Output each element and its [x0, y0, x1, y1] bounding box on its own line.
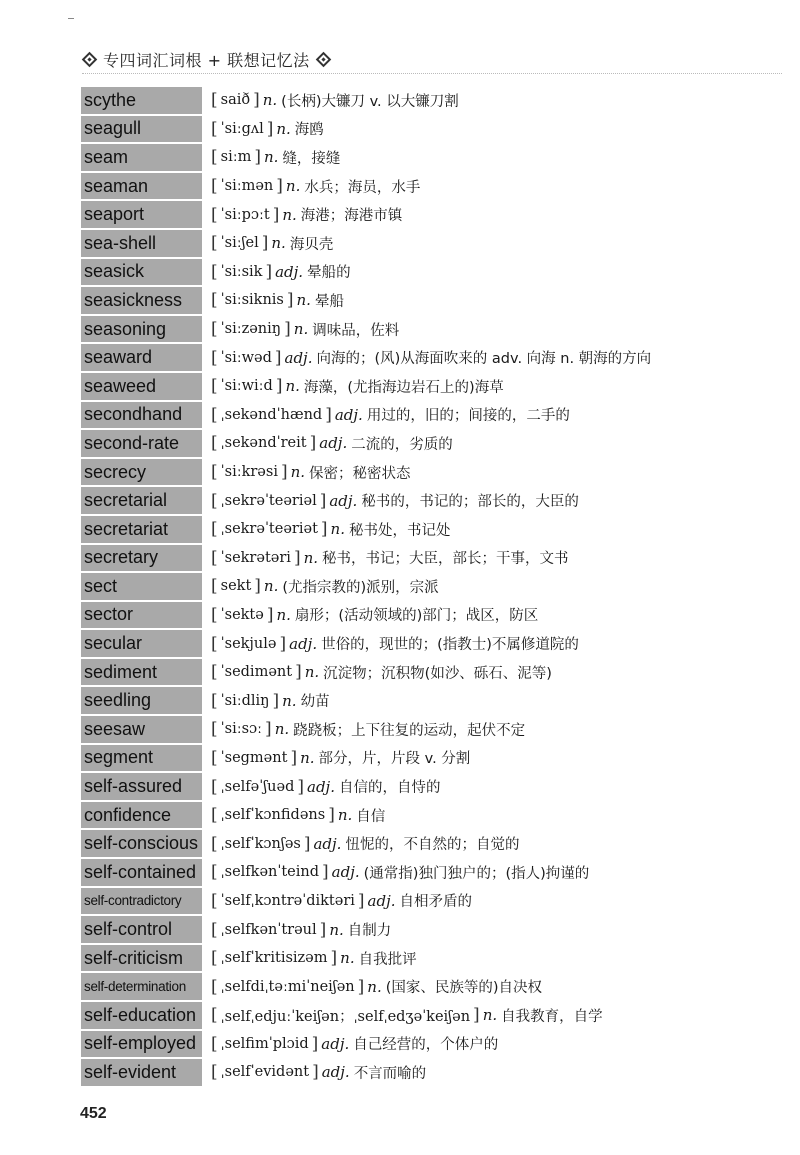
definition	[202, 745, 470, 772]
part-of-speech: n.	[290, 463, 306, 482]
pronunciation: ˈsiːmən	[220, 178, 274, 195]
open-bracket: [	[211, 747, 218, 768]
headword: self-contradictory	[81, 888, 202, 915]
definition	[202, 945, 417, 972]
headword: sector	[81, 602, 202, 629]
pronunciation: ˈsedimənt	[220, 664, 293, 681]
definition	[202, 630, 579, 657]
definition	[202, 402, 570, 429]
close-bracket: ]	[265, 261, 273, 282]
entry-row	[81, 200, 781, 229]
entry-row	[81, 801, 781, 830]
definition	[202, 516, 450, 543]
definition	[202, 430, 453, 457]
gloss: 不言而喻的	[353, 1065, 427, 1082]
part-of-speech: n.	[293, 320, 309, 339]
pronunciation: ˈsiːʃel	[220, 235, 259, 252]
headword: secretary	[81, 545, 202, 572]
part-of-speech: n.	[264, 148, 279, 167]
entry-row	[81, 858, 781, 887]
close-bracket: ]	[275, 376, 283, 397]
close-bracket: ]	[276, 176, 283, 197]
entry-row	[81, 143, 781, 172]
headword: sediment	[81, 659, 202, 686]
pronunciation: ˈselfˌkɔntrəˈdiktəri	[220, 892, 355, 909]
open-bracket: [	[211, 1062, 218, 1083]
gloss: 部分，片，片段 v. 分割	[318, 751, 471, 768]
close-bracket: ]	[320, 519, 328, 540]
gloss: 调味品，佐料	[312, 322, 400, 339]
open-bracket: [	[211, 604, 218, 625]
pronunciation: ˈsiːpɔːt	[220, 206, 270, 223]
close-bracket: ]	[312, 1062, 319, 1083]
gloss: (国家、民族等的)自决权	[385, 980, 543, 997]
open-bracket: [	[211, 776, 218, 797]
close-bracket: ]	[266, 604, 274, 625]
gloss: 扇形；(活动领域的)部门；战区，防区	[294, 608, 539, 625]
part-of-speech: adj.	[321, 1063, 350, 1082]
part-of-speech: adj.	[307, 777, 335, 796]
entry-row	[81, 972, 781, 1001]
part-of-speech: adj.	[275, 262, 304, 281]
headword: segment	[81, 745, 202, 772]
open-bracket: [	[211, 833, 218, 854]
open-bracket: [	[211, 261, 218, 282]
entry-row	[81, 715, 781, 744]
open-bracket: [	[211, 719, 218, 740]
definition	[202, 573, 439, 600]
open-bracket: [	[211, 805, 218, 826]
gloss: 晕船	[314, 293, 344, 310]
pronunciation: ˌselfkənˈteind	[220, 864, 320, 881]
pronunciation: sekt	[220, 578, 252, 595]
headword: self-conscious	[81, 830, 202, 857]
definition	[202, 259, 351, 286]
close-bracket: ]	[254, 576, 261, 597]
pronunciation: ˈsiːsiknis	[220, 292, 284, 309]
page-number: 452	[80, 1105, 107, 1122]
entry-row	[81, 686, 781, 715]
open-bracket: [	[211, 347, 218, 368]
part-of-speech: n.	[274, 720, 290, 739]
headword: seagull	[81, 116, 202, 143]
close-bracket: ]	[328, 805, 335, 826]
definition	[202, 830, 519, 857]
headword: self-employed	[81, 1031, 202, 1058]
part-of-speech: n.	[367, 977, 382, 996]
header-title: 专四词汇词根 + 联想记忆法	[103, 50, 310, 70]
definition	[202, 1031, 498, 1058]
headword: self-assured	[81, 773, 202, 800]
gloss: 沉淀物；沉积物(如沙、砾石、泥等)	[323, 665, 552, 682]
entry-row	[81, 115, 781, 144]
definition	[202, 459, 411, 486]
definition	[202, 602, 538, 629]
gloss: 自信	[356, 808, 386, 825]
headword: confidence	[81, 802, 202, 829]
headword: secondhand	[81, 402, 202, 429]
entry-row	[81, 887, 781, 916]
pronunciation: ˌselfˈkɔnfidəns	[220, 807, 326, 824]
pronunciation: ˈsiːgʌl	[220, 120, 264, 137]
close-bracket: ]	[295, 662, 302, 683]
close-bracket: ]	[293, 547, 301, 568]
close-bracket: ]	[330, 948, 338, 969]
open-bracket: [	[211, 1005, 218, 1026]
diamond-icon	[82, 51, 98, 67]
open-bracket: [	[211, 948, 218, 969]
headword: seaport	[81, 201, 202, 228]
open-bracket: [	[211, 519, 218, 540]
close-bracket: ]	[265, 719, 272, 740]
close-bracket: ]	[357, 976, 365, 997]
part-of-speech: n.	[282, 205, 297, 224]
headword: self-determination	[81, 973, 202, 1000]
headword: seaman	[81, 173, 202, 200]
headword: seam	[81, 144, 202, 171]
entry-row	[81, 372, 781, 401]
gloss: 向海的；(风)从海面吹来的 adv. 向海 n. 朝海的方向	[316, 351, 652, 368]
close-bracket: ]	[473, 1005, 480, 1026]
open-bracket: [	[211, 376, 218, 397]
definition	[202, 201, 402, 228]
definition	[202, 173, 420, 200]
entry-row	[81, 772, 781, 801]
pronunciation: ˌselfˈkɔnʃəs	[220, 835, 301, 852]
gloss: 海贝壳	[289, 236, 334, 253]
entry-row	[81, 829, 781, 858]
headword: secular	[81, 630, 202, 657]
close-bracket: ]	[297, 776, 304, 797]
part-of-speech: n.	[303, 548, 319, 567]
headword: seaward	[81, 344, 202, 371]
open-bracket: [	[211, 633, 218, 654]
close-bracket: ]	[274, 347, 282, 368]
headword: self-contained	[81, 859, 202, 886]
open-bracket: [	[211, 862, 218, 883]
definition	[202, 144, 340, 171]
headword: secretariat	[81, 516, 202, 543]
definition	[202, 316, 399, 343]
part-of-speech: n.	[285, 377, 300, 396]
pronunciation: ˈsekjulə	[220, 635, 277, 652]
open-bracket: [	[211, 1033, 218, 1054]
pronunciation: siːm	[220, 149, 252, 166]
definition	[202, 287, 344, 314]
entry-row	[81, 229, 781, 258]
headword: secrecy	[81, 459, 202, 486]
gloss: 用过的，旧的；间接的，二手的	[366, 408, 570, 425]
pronunciation: ˌsekrəˈteəriət	[220, 521, 318, 538]
open-bracket: [	[211, 404, 218, 425]
close-bracket: ]	[303, 833, 311, 854]
open-bracket: [	[211, 90, 218, 111]
pronunciation: saið	[220, 92, 251, 109]
headword: secretarial	[81, 487, 202, 514]
close-bracket: ]	[280, 462, 288, 483]
pronunciation: ˈsiːzəniŋ	[220, 321, 282, 338]
entry-row	[81, 944, 781, 973]
definition	[202, 545, 569, 572]
part-of-speech: n.	[285, 177, 301, 196]
pronunciation: ˈsekrətəri	[220, 549, 291, 566]
gloss: 自己经营的，个体户的	[353, 1037, 499, 1054]
close-bracket: ]	[322, 862, 329, 883]
close-bracket: ]	[325, 404, 332, 425]
running-header	[82, 44, 782, 74]
gloss: 自我批评	[358, 951, 417, 968]
open-bracket: [	[211, 147, 218, 168]
close-bracket: ]	[309, 433, 317, 454]
gloss: 秘书，书记；大臣，部长；干事，文书	[322, 551, 569, 568]
open-bracket: [	[211, 690, 218, 711]
gloss: (长柄)大镰刀 v. 以大镰刀割	[281, 93, 459, 110]
open-bracket: [	[211, 204, 218, 225]
entry-row	[81, 286, 781, 315]
gloss: 保密；秘密状态	[309, 465, 411, 482]
pronunciation: ˈsiːsik	[220, 263, 263, 280]
close-bracket: ]	[254, 147, 261, 168]
headword: self-criticism	[81, 945, 202, 972]
definition	[202, 687, 330, 714]
part-of-speech: n.	[337, 806, 353, 825]
headword: self-education	[81, 1002, 202, 1029]
definition	[202, 116, 324, 143]
part-of-speech: adj.	[313, 834, 342, 853]
definition	[202, 802, 385, 829]
entry-row	[81, 1058, 781, 1087]
pronunciation: ˈsektə	[220, 606, 264, 623]
gloss: (尤指宗教的)派别，宗派	[282, 579, 439, 596]
entry-row	[81, 515, 781, 544]
headword: sea-shell	[81, 230, 202, 257]
definition	[202, 1059, 426, 1086]
pronunciation: ˌselfimˈplɔid	[220, 1035, 309, 1052]
entry-row	[81, 658, 781, 687]
headword: scythe	[81, 87, 202, 114]
part-of-speech: adj.	[321, 1034, 350, 1053]
corner-mark	[68, 18, 74, 19]
part-of-speech: n.	[276, 119, 291, 138]
entry-row	[81, 86, 781, 115]
part-of-speech: n.	[276, 605, 291, 624]
close-bracket: ]	[319, 919, 327, 940]
part-of-speech: n.	[300, 748, 315, 767]
entry-row	[81, 343, 781, 372]
close-bracket: ]	[286, 290, 294, 311]
close-bracket: ]	[319, 490, 327, 511]
close-bracket: ]	[261, 233, 269, 254]
gloss: 自信的，自恃的	[338, 780, 441, 797]
entry-row	[81, 915, 781, 944]
definition	[202, 916, 391, 943]
close-bracket: ]	[279, 633, 287, 654]
pronunciation: ˌsekəndˈreit	[220, 435, 307, 452]
entry-row	[81, 601, 781, 630]
part-of-speech: adj.	[367, 891, 396, 910]
close-bracket: ]	[272, 690, 280, 711]
part-of-speech: n.	[304, 663, 320, 682]
headword: seedling	[81, 687, 202, 714]
close-bracket: ]	[272, 204, 280, 225]
part-of-speech: adj.	[289, 634, 318, 653]
open-bracket: [	[211, 233, 218, 254]
gloss: 秘书处，书记处	[348, 522, 451, 539]
definition	[202, 859, 589, 886]
entry-row	[81, 1001, 781, 1030]
part-of-speech: n.	[271, 234, 286, 253]
headword: second-rate	[81, 430, 202, 457]
part-of-speech: n.	[262, 91, 278, 110]
open-bracket: [	[211, 547, 218, 568]
gloss: 二流的，劣质的	[351, 436, 453, 453]
headword: self-evident	[81, 1059, 202, 1086]
close-bracket: ]	[266, 118, 274, 139]
open-bracket: [	[211, 490, 218, 511]
definition	[202, 373, 504, 400]
close-bracket: ]	[290, 747, 298, 768]
open-bracket: [	[211, 319, 218, 340]
gloss: 自相矛盾的	[399, 894, 473, 911]
part-of-speech: n.	[282, 691, 297, 710]
gloss: 忸怩的，不自然的；自觉的	[345, 837, 520, 854]
entry-row	[81, 1030, 781, 1059]
gloss: 自制力	[347, 923, 392, 940]
close-bracket: ]	[253, 90, 260, 111]
definition	[202, 87, 459, 114]
headword: self-control	[81, 916, 202, 943]
gloss: 幼苗	[300, 694, 330, 711]
gloss: 晕船的	[307, 265, 351, 282]
definition	[202, 716, 525, 743]
open-bracket: [	[211, 662, 218, 683]
gloss: 海港；海港市镇	[300, 208, 403, 225]
definition	[202, 973, 542, 1000]
part-of-speech: n.	[263, 577, 279, 596]
pronunciation: ˌsekəndˈhænd	[220, 406, 323, 423]
definition	[202, 230, 333, 257]
open-bracket: [	[211, 919, 218, 940]
pronunciation: ˈsiːwəd	[220, 349, 272, 366]
pronunciation: ˈsiːwiːd	[220, 378, 273, 395]
gloss: 缝，接缝	[282, 150, 341, 167]
part-of-speech: n.	[329, 920, 344, 939]
open-bracket: [	[211, 976, 218, 997]
pronunciation: ˌsekrəˈteəriəl	[220, 492, 317, 509]
pronunciation: ˌselfˌedjuːˈkeiʃən；ˌselfˌedʒəˈkeiʃən	[220, 1008, 471, 1025]
pronunciation: ˈsiːsɔː	[220, 721, 263, 738]
pronunciation: ˈsiːkrəsi	[220, 464, 278, 481]
headword: seasoning	[81, 316, 202, 343]
open-bracket: [	[211, 433, 218, 454]
part-of-speech: adj.	[331, 863, 360, 882]
entry-row	[81, 172, 781, 201]
entry-row	[81, 629, 781, 658]
entry-row	[81, 429, 781, 458]
definition	[202, 1002, 603, 1029]
gloss: 自我教育，自学	[501, 1008, 603, 1025]
pronunciation: ˌselfˈkritisizəm	[220, 950, 328, 967]
gloss: (通常指)独门独户的；(指人)拘谨的	[363, 865, 590, 882]
part-of-speech: adj.	[284, 348, 313, 367]
open-bracket: [	[211, 890, 218, 911]
gloss: 水兵；海员，水手	[304, 179, 421, 196]
headword: seaweed	[81, 373, 202, 400]
gloss: 世俗的，现世的；(指教士)不属修道院的	[321, 637, 579, 654]
definition	[202, 888, 472, 915]
close-bracket: ]	[357, 890, 365, 911]
entry-row	[81, 486, 781, 515]
entry-row	[81, 544, 781, 573]
entry-row	[81, 315, 781, 344]
close-bracket: ]	[284, 319, 291, 340]
gloss: 海鸥	[294, 122, 324, 139]
gloss: 秘书的，书记的；部长的，大臣的	[361, 494, 579, 511]
definition	[202, 344, 651, 371]
entry-list	[81, 86, 781, 1087]
part-of-speech: adj.	[319, 434, 348, 453]
part-of-speech: n.	[340, 949, 355, 968]
open-bracket: [	[211, 118, 218, 139]
headword: seasick	[81, 259, 202, 286]
pronunciation: ˌselfdiˌtəːmiˈneiʃən	[220, 978, 355, 995]
pronunciation: ˈsegmənt	[220, 749, 288, 766]
headword: seesaw	[81, 716, 202, 743]
pronunciation: ˌselfəˈʃuəd	[220, 778, 295, 795]
close-bracket: ]	[311, 1033, 319, 1054]
entry-row	[81, 572, 781, 601]
header-divider	[82, 73, 782, 74]
part-of-speech: n.	[296, 291, 311, 310]
part-of-speech: adj.	[329, 491, 358, 510]
part-of-speech: n.	[482, 1006, 498, 1025]
gloss: 海藻，(尤指海边岩石上的)海草	[303, 379, 504, 396]
open-bracket: [	[211, 290, 218, 311]
open-bracket: [	[211, 576, 218, 597]
pronunciation: ˌselfˈevidənt	[220, 1064, 310, 1081]
entry-row	[81, 258, 781, 287]
part-of-speech: n.	[330, 520, 345, 539]
headword: sect	[81, 573, 202, 600]
pronunciation: ˈsiːdliŋ	[220, 692, 270, 709]
entry-row	[81, 458, 781, 487]
gloss: 跷跷板；上下往复的运动，起伏不定	[293, 722, 526, 739]
definition	[202, 773, 440, 800]
headword: seasickness	[81, 287, 202, 314]
entry-row	[81, 744, 781, 773]
open-bracket: [	[211, 176, 218, 197]
diamond-icon	[315, 51, 331, 67]
pronunciation: ˌselfkənˈtrəul	[220, 921, 317, 938]
part-of-speech: adj.	[334, 405, 363, 424]
definition	[202, 659, 552, 686]
entry-row	[81, 401, 781, 430]
open-bracket: [	[211, 462, 218, 483]
definition	[202, 487, 579, 514]
